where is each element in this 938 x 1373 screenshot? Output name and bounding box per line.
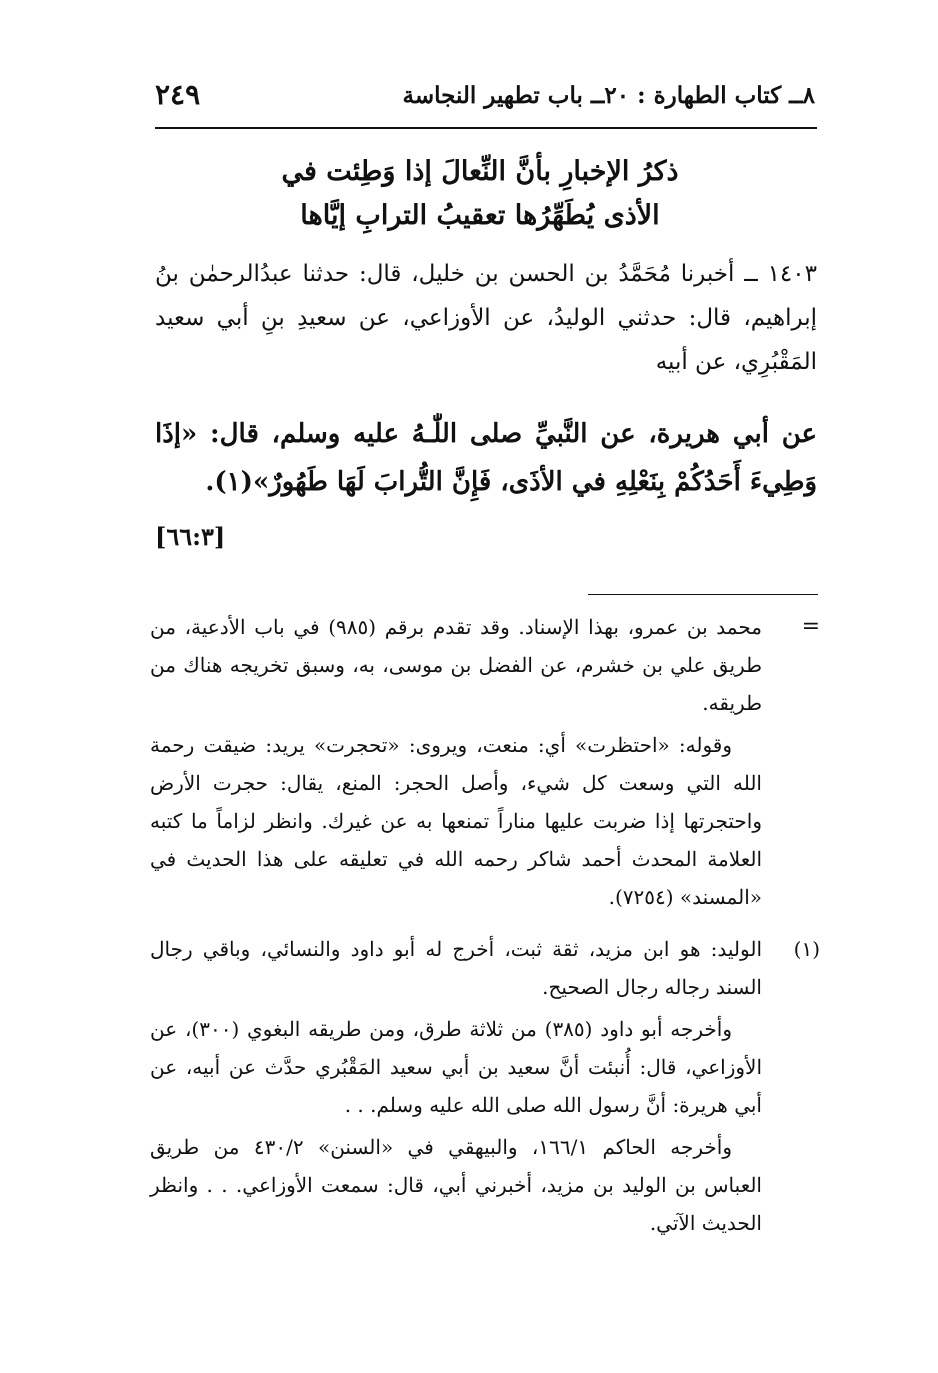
hadith-matn: عن أبي هريرة، عن النَّبيِّ صلى اللّٰـهُ عليه وسلم، قال: «إذَا وَطِيءَ أَحَدُكُمْ بِنَعْلِهِ في الأذَى، فَإِنَّ التُّرابَ لَهَا طَهُورٌ»(١). (155, 419, 817, 497)
footnote-1-para-2: وأخرجه أبو داود (٣٨٥) من ثلاثة طرق، ومن طريقه البغوي (٣٠٠)، عن الأوزاعي، قال: أُنبئت أنَّ سعيد بن أبي سعيد المَقْبُري حدَّث عن أبيه، عن أبي هريرة: أنَّ رسول الله صلى الله عليه وسلم. . . (150, 1017, 762, 1117)
footnote-1 (150, 930, 820, 1006)
footnote-1-para-3: وأخرجه الحاكم ١٦٦/١، والبيهقي في «السنن» ٤٣٠/٢ من طريق العباس بن الوليد بن مزيد، أخبرني أبي، قال: سمعت الأوزاعي. . . وانظر الحديث الآتي. (150, 1135, 762, 1235)
header-title: ٨ــ كتاب الطهارة : ٢٠ــ باب تطهير النجاسة (402, 82, 815, 109)
running-header (155, 78, 815, 122)
footnote-1-text: الوليد: هو ابن مزيد، ثقة ثبت، أخرج له أبو داود والنسائي، وباقي رجال السند رجاله رجال الصحيح. (150, 937, 762, 999)
chapter-heading-line-2: الأذى يُطَهِّرُها تعقيبُ الترابِ إيَّاها (300, 200, 660, 231)
header-divider (155, 127, 817, 129)
footnote-divider (588, 594, 818, 595)
footnote-continuation-2: وقوله: «احتظرت» أي: منعت، ويروى: «تحجرت» يريد: ضيقت رحمة الله التي وسعت كل شيء، وأصل الحجر: المنع، يقال: حجرت الأرض واحتجرتها إذا ضربت عليها مناراً تمنعها به عن غيرك. وانظر لزاماً ما كتبه العلامة المحدث أحمد شاكر رحمه الله في تعليقه على هذا الحديث في «المسند» (٧٢٥٤). (150, 733, 762, 909)
footnotes (150, 608, 820, 1246)
footnote-continuation (150, 608, 820, 722)
continuation-marker: = (801, 614, 820, 639)
hadith-reference: [٦٦:٣] (155, 522, 226, 551)
chapter-heading-line-1: ذكرُ الإخبارِ بأنَّ النِّعالَ إذا وَطِئت في (281, 156, 679, 187)
footnote-1-marker: (١) (793, 937, 820, 961)
footnote-continuation-text: محمد بن عمرو، بهذا الإسناد. وقد تقدم برقم (٩٨٥) في باب الأدعية، من طريق علي بن خشرم، عن الفضل بن موسى، به، وسبق تخريجه هناك من طريقه. (150, 615, 762, 715)
chapter-heading (230, 150, 730, 238)
hadith-isnad: ١٤٠٣ ــ أخبرنا مُحَمَّدُ بن الحسن بن خليل، قال: حدثنا عبدُالرحمٰن بنُ إبراهيم، قال: حدثني الوليدُ، عن الأوزاعي، عن سعيدِ بنِ أبي سعيد المَقْبُرِي، عن أبيه (155, 261, 817, 375)
page-number: ٢٤٩ (155, 78, 201, 111)
